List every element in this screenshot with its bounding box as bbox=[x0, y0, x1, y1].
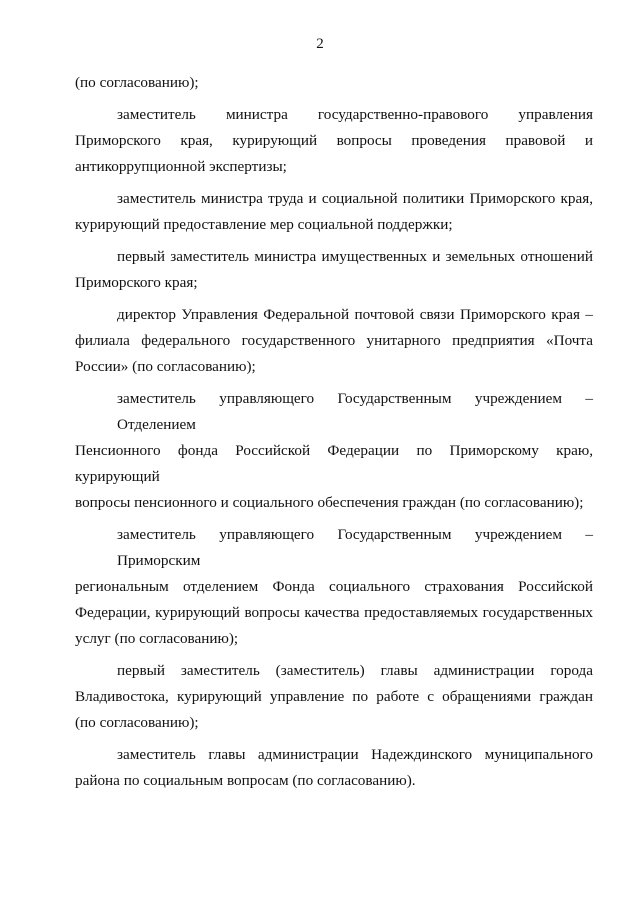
text-line: Приморского края; bbox=[75, 274, 198, 291]
document-body bbox=[75, 70, 593, 800]
text-line: (по согласованию); bbox=[75, 74, 199, 91]
list-paragraph bbox=[75, 70, 593, 96]
text-line: антикоррупционной экспертизы; bbox=[75, 158, 287, 175]
page-number: 2 bbox=[316, 36, 324, 52]
text-line: Приморского края, курирующий вопросы проведения правовой и bbox=[75, 132, 593, 149]
list-paragraph bbox=[75, 186, 593, 238]
text-line: заместитель управляющего Государственным учреждением – Отделением bbox=[117, 390, 593, 433]
list-paragraph bbox=[75, 658, 593, 736]
text-line: услуг (по согласованию); bbox=[75, 630, 239, 647]
list-paragraph bbox=[75, 742, 593, 794]
text-line: филиала федерального государственного унитарного предприятия «Почта bbox=[75, 332, 593, 349]
text-line: района по социальным вопросам (по согласованию). bbox=[75, 772, 416, 789]
text-line: заместитель управляющего Государственным учреждением –Приморским bbox=[117, 526, 593, 569]
text-line: заместитель министра труда и социальной политики Приморского края, bbox=[117, 190, 593, 207]
list-paragraph bbox=[75, 522, 593, 652]
text-line: Пенсионного фонда Российской Федерации по Приморскому краю, курирующий bbox=[75, 442, 593, 485]
list-paragraph bbox=[75, 244, 593, 296]
text-line: директор Управления Федеральной почтовой связи Приморского края – bbox=[117, 306, 593, 323]
text-line: первый заместитель министра имущественных и земельных отношений bbox=[117, 248, 593, 265]
list-paragraph bbox=[75, 302, 593, 380]
list-paragraph bbox=[75, 102, 593, 180]
text-line: заместитель главы администрации Надеждинского муниципального bbox=[117, 746, 593, 763]
text-line: курирующий предоставление мер социальной поддержки; bbox=[75, 216, 453, 233]
text-line: (по согласованию); bbox=[75, 714, 199, 731]
text-line: заместитель министра государственно-правового управления bbox=[117, 106, 593, 123]
text-line: России» (по согласованию); bbox=[75, 358, 256, 375]
text-line: первый заместитель (заместитель) главы администрации города bbox=[117, 662, 593, 679]
text-line: Федерации, курирующий вопросы качества предоставляемых государственных bbox=[75, 604, 593, 621]
text-line: вопросы пенсионного и социального обеспечения граждан (по согласованию); bbox=[75, 494, 584, 511]
list-paragraph bbox=[75, 386, 593, 516]
text-line: Владивостока, курирующий управление по работе с обращениями граждан bbox=[75, 688, 593, 705]
text-line: региональным отделением Фонда социального страхования Российской bbox=[75, 578, 593, 595]
